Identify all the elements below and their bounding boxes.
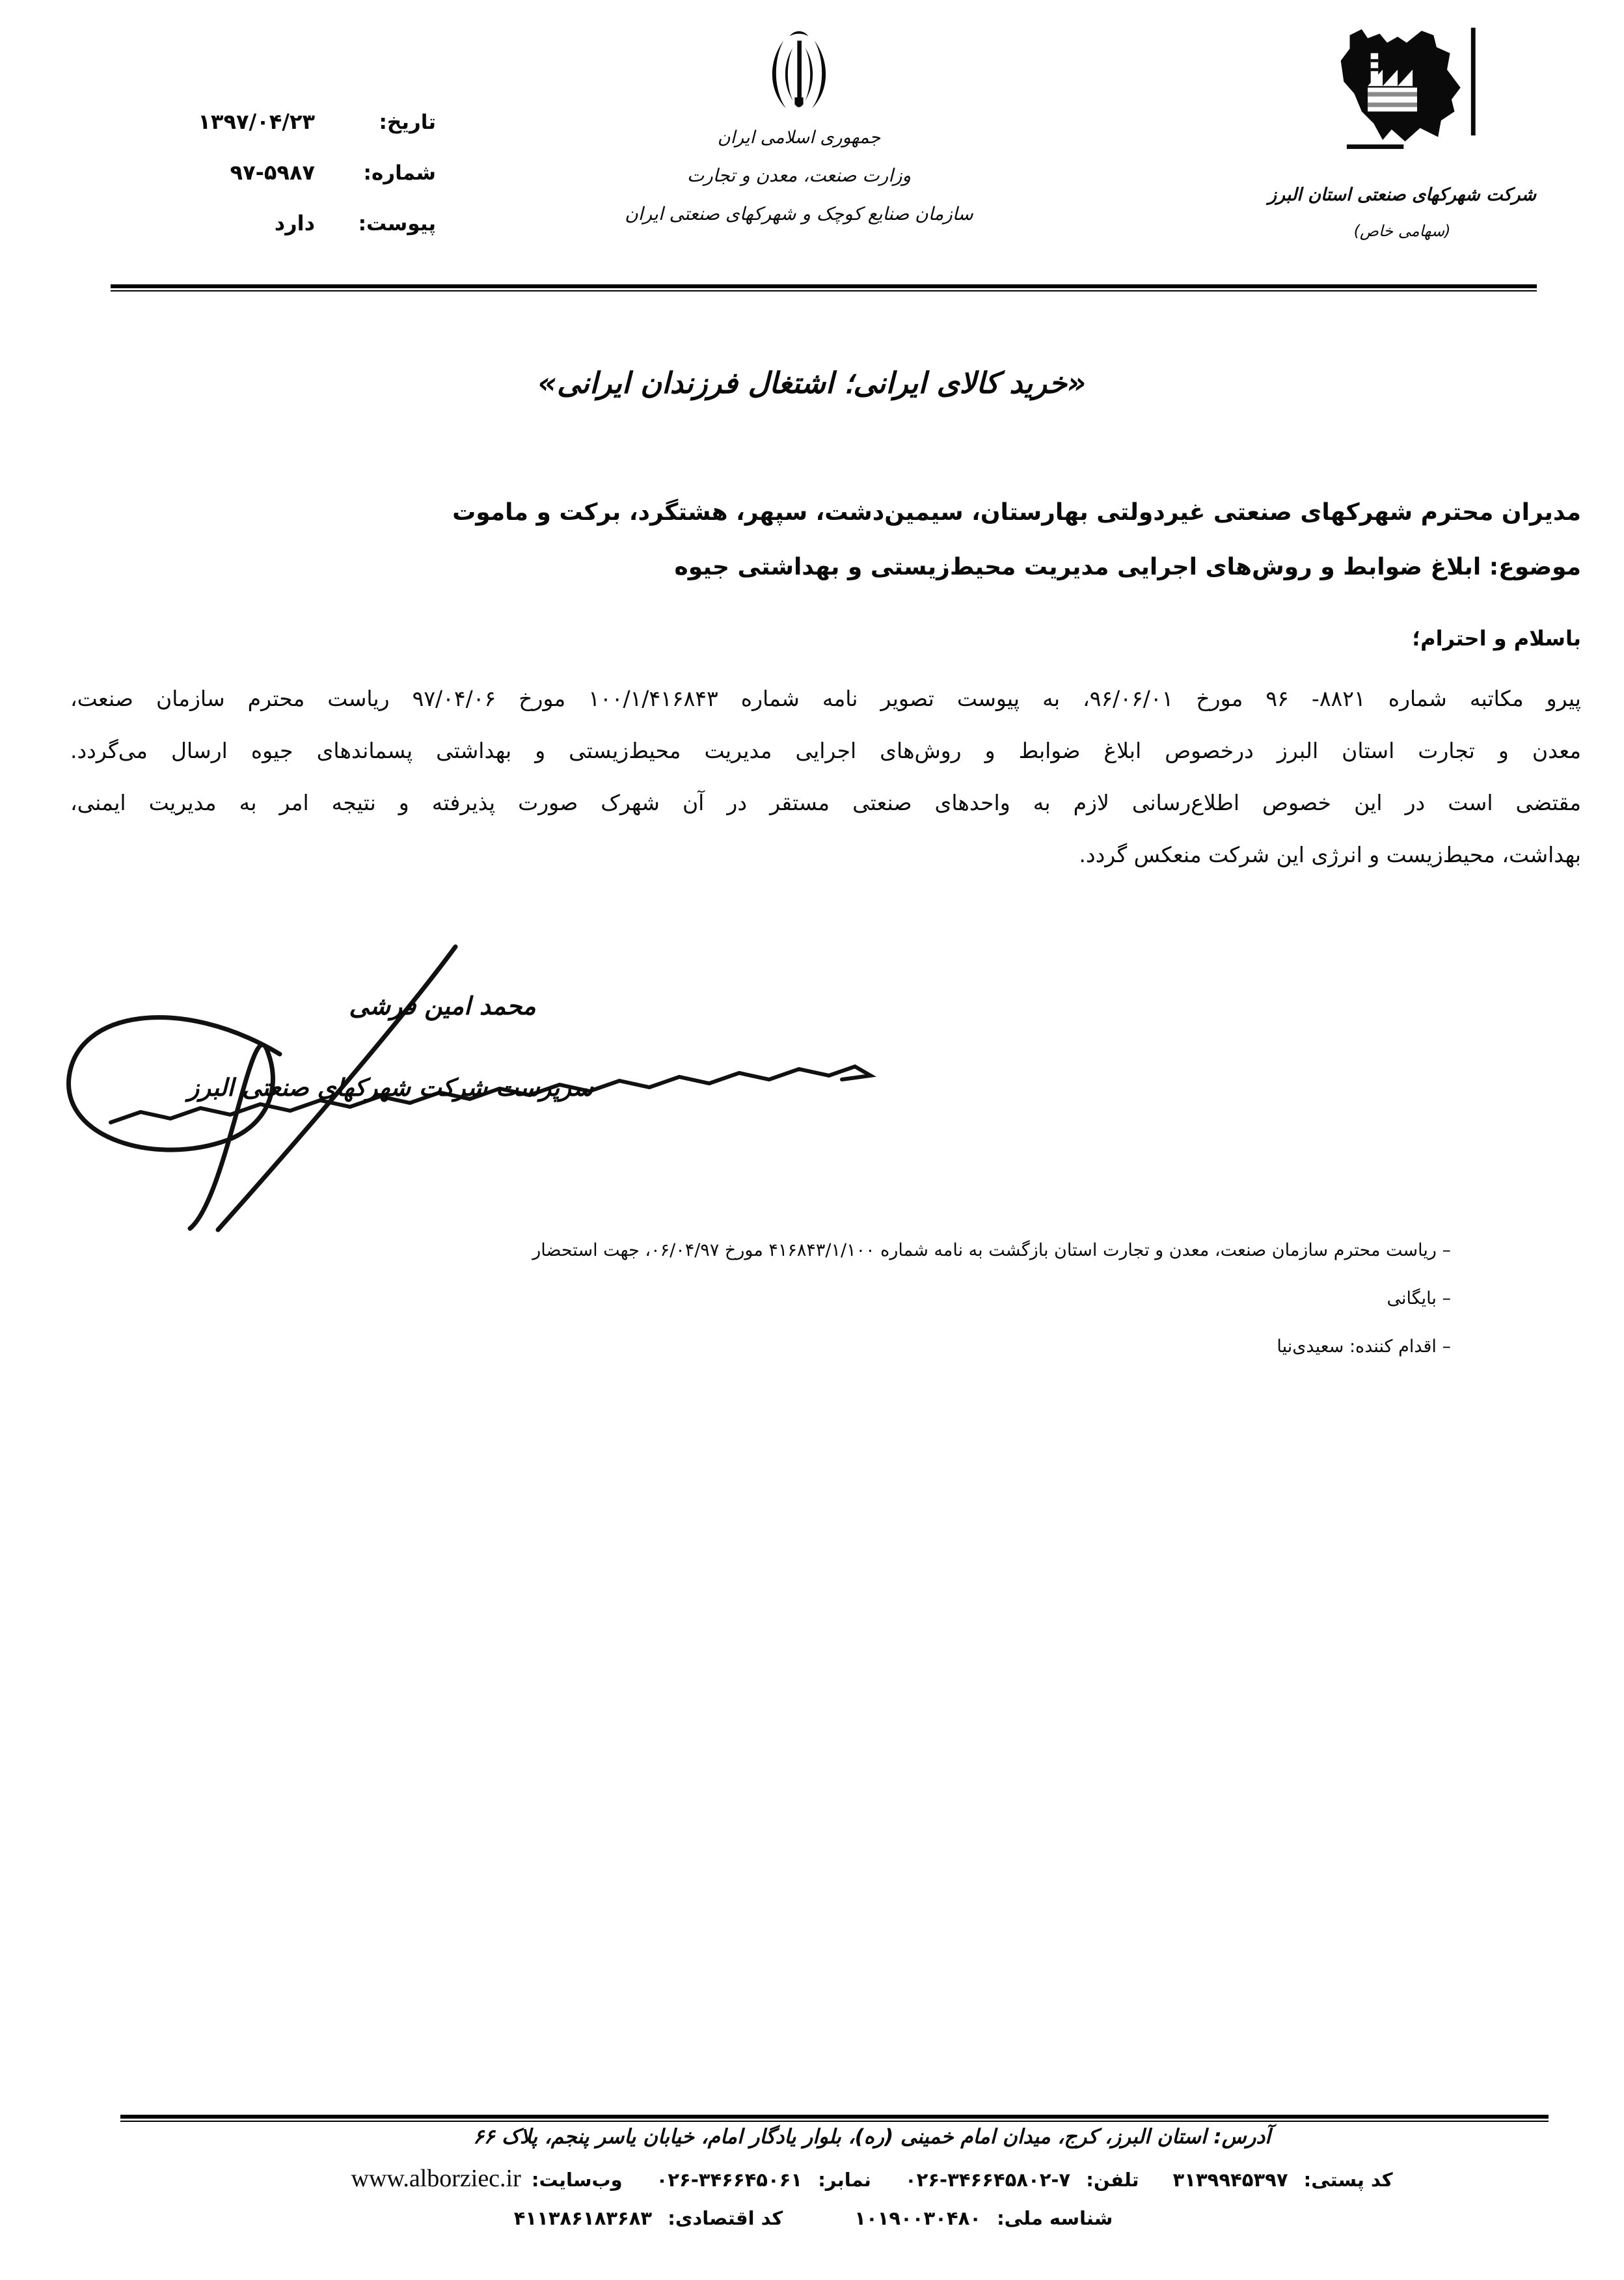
- cc-line-2: – بایگانی: [1387, 1288, 1451, 1309]
- fax-label: نمابر:: [818, 2169, 871, 2191]
- fax-value: ۰۲۶-۳۴۶۶۴۵۰۶۱: [656, 2169, 803, 2191]
- year-slogan: «خرید کالای ایرانی؛ اشتغال فرزندان ایرانی»: [537, 366, 1087, 400]
- phone-label: تلفن:: [1086, 2169, 1139, 2191]
- attachment-value: دارد: [274, 211, 315, 236]
- website-pair: [351, 2164, 622, 2193]
- company-name: شرکت شهرکهای صنعتی استان البرز: [1267, 185, 1536, 205]
- company-header: [1220, 25, 1584, 240]
- body-line-2: معدن و تجارت استان البرز درخصوص ابلاغ ضوابط و روش‌های اجرایی مدیریت محیط‌زیستی و بهداشتی پسماندهای جیوه ارسال می‌گردد.: [70, 738, 1581, 763]
- meta-attachment-row: [72, 211, 436, 236]
- signer-title: سرپرست شرکت شهرکهای صنعتی البرز: [187, 1074, 593, 1102]
- phone-value: ۰۲۶-۳۴۶۶۴۵۸۰۲-۷: [904, 2169, 1071, 2191]
- number-label: شماره:: [363, 161, 436, 185]
- economic-code-label: کد اقتصادی:: [668, 2207, 783, 2229]
- national-id-label: شناسه ملی:: [997, 2207, 1113, 2229]
- economic-code-value: ۴۱۱۳۸۶۱۸۳۶۸۳: [513, 2207, 653, 2229]
- iran-map-factory-logo-icon: [1305, 165, 1500, 177]
- national-id-pair: [854, 2207, 1113, 2229]
- signer-name: محمد امین فرشی: [349, 992, 536, 1020]
- gov-line-organization: سازمان صنایع کوچک و شهرکهای صنعتی ایران: [625, 203, 973, 224]
- national-id-value: ۱۰۱۹۰۰۳۰۴۸۰: [854, 2207, 981, 2229]
- website-url: www.alborziec.ir: [351, 2165, 521, 2192]
- postal-code-pair: [1173, 2169, 1393, 2191]
- number-value: ۹۷-۵۹۸۷: [230, 160, 315, 185]
- body-line-4: بهداشت، محیط‌زیست و انرژی این شرکت منعکس گردد.: [1079, 842, 1581, 867]
- government-header: [617, 29, 981, 224]
- website-label: وب‌سایت:: [531, 2169, 623, 2191]
- company-type: (سهامی خاص): [1353, 222, 1451, 240]
- footer-identifiers: [46, 2207, 1581, 2229]
- gov-line-ministry: وزارت صنعت، معدن و تجارت: [686, 165, 912, 186]
- postal-code-value: ۳۱۳۹۹۴۵۳۹۷: [1172, 2169, 1288, 2191]
- addressee-block: [43, 485, 1581, 595]
- body-line-3: مقتضی است در این خصوص اطلاع‌رسانی لازم به واحدهای صنعتی مستقر در آن شهرک صورت پذیرفته و نتیجه امر به مدیریت ایمنی،: [70, 790, 1581, 815]
- letter-body: [70, 673, 1581, 881]
- footer-contacts: [215, 2164, 1529, 2193]
- salutation: باسلام و احترام؛: [1412, 626, 1581, 651]
- addressee-line: مدیران محترم شهرکهای صنعتی غیردولتی بهارستان، سیمین‌دشت، سپهر، هشتگرد، برکت و ماموت: [452, 499, 1581, 526]
- date-value: ۱۳۹۷/۰۴/۲۳: [198, 109, 315, 134]
- economic-code-pair: [514, 2207, 783, 2229]
- cc-block: [325, 1235, 1451, 1379]
- fax-pair: [656, 2169, 871, 2191]
- postal-code-label: کد پستی:: [1303, 2169, 1393, 2191]
- body-line-1: پیرو مکاتبه شماره ۸۸۲۱- ۹۶ مورخ ۹۶/۰۶/۰۱، به پیوست تصویر نامه شماره ۱۰۰/۱/۴۱۶۸۴۳ مورخ ۹۷/۰۴/۰۶ ریاست محترم سازمان صنعت،: [70, 686, 1581, 711]
- meta-number-row: [72, 160, 436, 185]
- gov-line-republic: جمهوری اسلامی ایران: [717, 128, 881, 148]
- letter-meta-fields: [72, 109, 436, 262]
- cc-line-1: – ریاست محترم سازمان صنعت، معدن و تجارت استان بازگشت به نامه شماره ۴۱۶۸۴۳/۱/۱۰۰ مورخ ۰۶/۰۴/۹۷، جهت استحضار: [532, 1240, 1451, 1260]
- iran-national-emblem-icon: [760, 105, 838, 117]
- cc-line-3: – اقدام کننده: سعیدی‌نیا: [1277, 1337, 1451, 1357]
- attachment-label: پیوست:: [358, 212, 436, 236]
- phone-pair: [905, 2169, 1139, 2191]
- subject-line: موضوع: ابلاغ ضوابط و روش‌های اجرایی مدیریت محیط‌زیستی و بهداشتی جیوه: [674, 554, 1581, 580]
- footer-address: آدرس: استان البرز، کرج، میدان امام خمینی (ره)، بلوار یادگار امام، خیابان یاسر پنجم، پلاک ۶۶: [473, 2125, 1271, 2149]
- footer-divider: [120, 2115, 1549, 2122]
- meta-date-row: [72, 109, 436, 134]
- header-divider: [111, 284, 1537, 292]
- date-label: تاریخ:: [379, 111, 436, 134]
